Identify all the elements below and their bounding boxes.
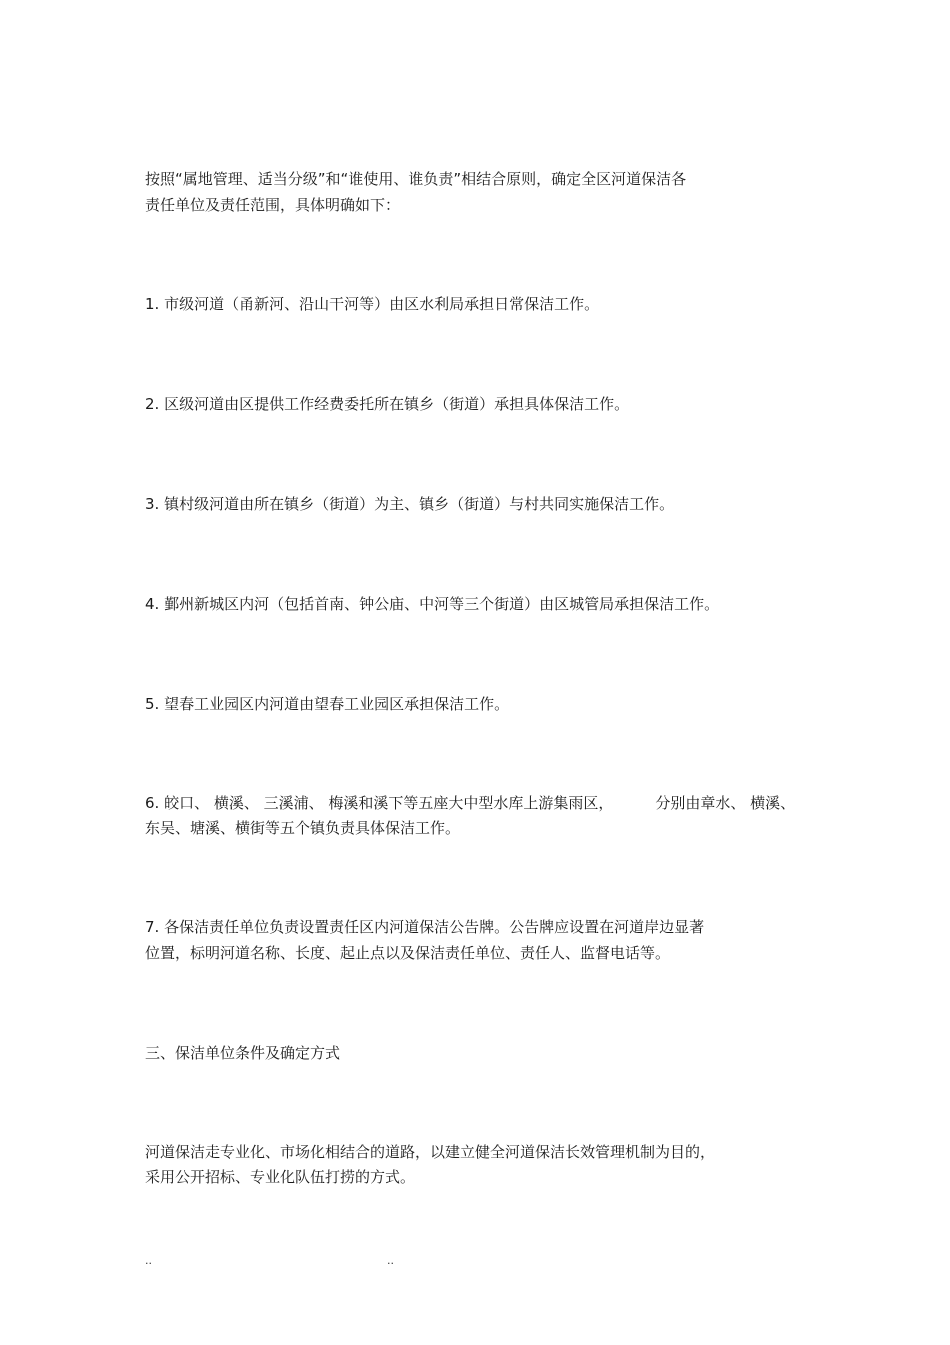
section-3-line-2: 采用公开招标、专业化队伍打捞的方式。 [145, 1168, 416, 1186]
intro-line-2: 责任单位及责任范围，具体明确如下： [145, 196, 401, 214]
list-item-7-line-1: 7. 各保洁责任单位负责设置责任区内河道保洁公告牌。公告牌应设置在河道岸边显著 [145, 918, 705, 936]
list-item-6-part-a: 6. 皎口、 横溪、 三溪浦、 梅溪和溪下等五座大中型水库上游集雨区， [145, 794, 614, 812]
intro-line-1: 按照“属地管理、适当分级”和“谁使用、谁负责”相结合原则，确定全区河道保洁各 [145, 170, 687, 188]
footer-marker-left: .. [145, 1254, 152, 1267]
list-item-6-part-b: 分别由章水、 横溪、 [655, 794, 796, 812]
list-item-3: 3. 镇村级河道由所在镇乡（街道）为主、镇乡（街道）与村共同实施保洁工作。 [145, 495, 675, 513]
list-item-6-line-1 [145, 793, 795, 813]
list-item-7-line-2: 位置，标明河道名称、长度、起止点以及保洁责任单位、责任人、监督电话等。 [145, 944, 671, 962]
section-3-heading: 三、保洁单位条件及确定方式 [145, 1044, 341, 1062]
list-item-1: 1. 市级河道（甬新河、沿山干河等）由区水利局承担日常保洁工作。 [145, 295, 600, 313]
list-item-2: 2. 区级河道由区提供工作经费委托所在镇乡（街道）承担具体保洁工作。 [145, 395, 630, 413]
list-item-6-line-2: 东吴、塘溪、横街等五个镇负责具体保洁工作。 [145, 819, 461, 837]
footer-marker-right: .. [387, 1254, 394, 1267]
list-item-5: 5. 望春工业园区内河道由望春工业园区承担保洁工作。 [145, 695, 510, 713]
section-3-line-1: 河道保洁走专业化、市场化相结合的道路，以建立健全河道保洁长效管理机制为目的， [145, 1143, 716, 1161]
list-item-4: 4. 鄞州新城区内河（包括首南、钟公庙、中河等三个街道）由区城管局承担保洁工作。 [145, 595, 720, 613]
